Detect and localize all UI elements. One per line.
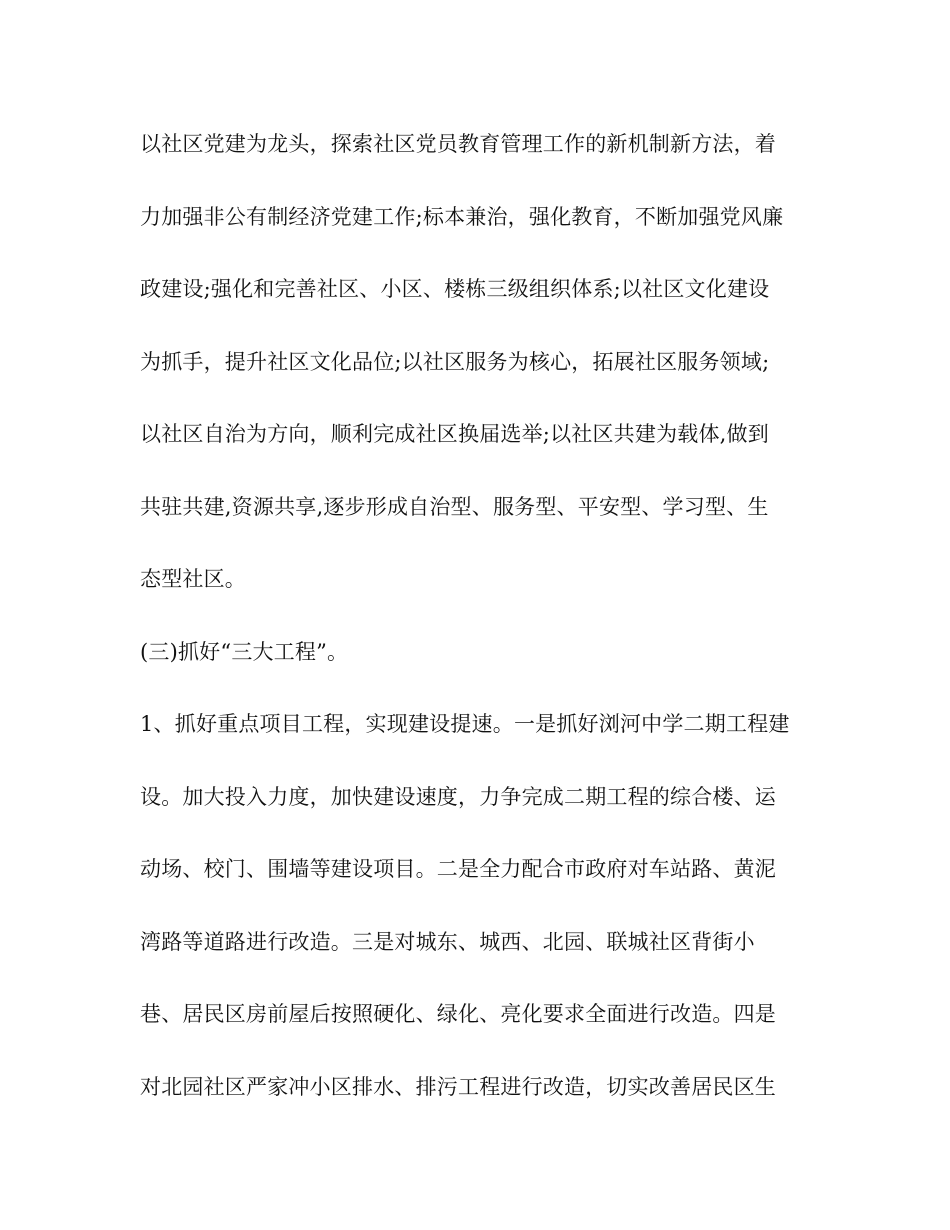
text-line: 动场、校门、围墙等建设项目。二是全力配合市政府对车站路、黄泥	[140, 857, 776, 881]
text-line: 为抓手，提升社区文化品位;以社区服务为核心，拓展社区服务领域;	[140, 349, 770, 374]
text-line: 以社区自治为方向，顺利完成社区换届选举;以社区共建为载体,做到	[140, 422, 769, 446]
text-line: 湾路等道路进行改造。三是对城东、城西、北园、联城社区背街小	[140, 929, 755, 954]
section-heading: (三)抓好“三大工程”。	[140, 639, 349, 664]
text-line: 力加强非公有制经济党建工作;标本兼治，强化教育，不断加强党风廉	[140, 204, 784, 229]
text-line: 政建设;强化和完善社区、小区、楼栋三级组织体系;以社区文化建设	[140, 277, 770, 301]
text-line: 对北园社区严家冲小区排水、排污工程进行改造，切实改善居民区生	[140, 1074, 776, 1099]
text-line: 共驻共建,资源共享,逐步形成自治型、服务型、平安型、学习型、生	[140, 494, 769, 519]
text-line: 以社区党建为龙头，探索社区党员教育管理工作的新机制新方法，着	[140, 132, 776, 156]
text-line: 态型社区。	[140, 567, 246, 591]
text-line: 设。加大投入力度，加快建设速度，力争完成二期工程的综合楼、运	[140, 784, 776, 809]
text-line: 巷、居民区房前屋后按照硬化、绿化、亮化要求全面进行改造。四是	[140, 1002, 776, 1026]
body-text	[140, 122, 820, 1137]
text-line: 1、抓好重点项目工程，实现建设提速。一是抓好浏河中学二期工程建	[140, 712, 790, 736]
